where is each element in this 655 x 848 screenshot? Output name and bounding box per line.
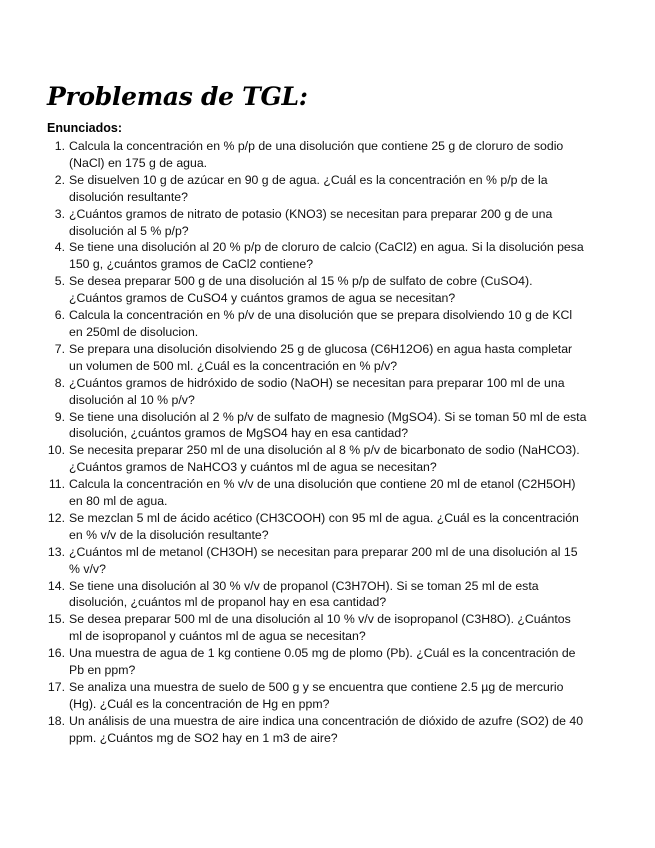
problem-text: Se disuelven 10 g de azúcar en 90 g de agua. ¿Cuál es la concentración en % p/p de la disolución resultante? [69, 172, 548, 204]
problem-list [47, 138, 587, 747]
problem-text: Una muestra de agua de 1 kg contiene 0.05 mg de plomo (Pb). ¿Cuál es la concentración de Pb en ppm? [69, 646, 576, 678]
problem-number: 14. [47, 578, 65, 593]
problem-item [47, 578, 587, 612]
problem-item [47, 273, 587, 307]
problem-text: ¿Cuántos gramos de nitrato de potasio (KNO3) se necesitan para preparar 200 g de una disolución al 5 % p/p? [69, 206, 553, 238]
problem-number: 8. [54, 375, 65, 390]
problem-number: 15. [47, 612, 65, 627]
problem-number: 11. [48, 477, 65, 492]
problem-text: Se tiene una disolución al 30 % v/v de propanol (C3H7OH). Si se toman 25 ml de esta disolución, ¿cuántos ml de propanol hay en esa cantidad? [69, 578, 539, 610]
problem-item [47, 510, 587, 544]
problem-number: 1. [54, 139, 65, 153]
problem-number: 10. [47, 443, 65, 458]
problem-text: Calcula la concentración en % p/v de una disolución que se prepara disolviendo 10 g de KCl en 250ml de disolucion. [69, 308, 573, 339]
problem-text: Se necesita preparar 250 ml de una disolución al 8 % p/v de bicarbonato de sodio (NaHCO3). ¿Cuántos gramos de NaHCO3 y cuántos ml de agua se necesitan? [69, 443, 580, 475]
problem-number: 9. [54, 409, 65, 424]
document-title: Problemas de TGL: [47, 82, 308, 111]
problem-number: 3. [54, 206, 65, 221]
problem-text: Se desea preparar 500 ml de una disolución al 10 % v/v de isopropanol (C3H8O). ¿Cuántos ml de isopropanol y cuántos ml de agua se necesitan? [69, 612, 571, 644]
problem-text: Se tiene una disolución al 2 % p/v de sulfato de magnesio (MgSO4). Si se toman 50 ml de esta disolución, ¿cuántos gramos de MgSO4 hay en esa cantidad? [69, 409, 587, 441]
problem-item [47, 544, 587, 578]
problem-item [47, 713, 587, 747]
problem-item [47, 375, 587, 409]
problem-text: Se mezclan 5 ml de ácido acético (CH3COOH) con 95 ml de agua. ¿Cuál es la concentración en % v/v de la disolución resultante? [69, 510, 579, 542]
problem-number: 12. [47, 510, 65, 525]
problem-item [47, 138, 587, 172]
problem-item [47, 341, 587, 375]
problem-item [47, 409, 587, 443]
problem-text: ¿Cuántos gramos de hidróxido de sodio (NaOH) se necesitan para preparar 100 ml de una disolución al 10 % p/v? [69, 375, 565, 407]
problem-item [47, 206, 587, 240]
problem-text: Se prepara una disolución disolviendo 25 g de glucosa (C6H12O6) en agua hasta completar un volumen de 500 ml. ¿Cuál es la concentración en % p/v? [69, 341, 573, 373]
problem-item [47, 476, 587, 510]
problem-text: Un análisis de una muestra de aire indica una concentración de dióxido de azufre (SO2) de 40 ppm. ¿Cuántos mg de SO2 hay en 1 m3 de aire? [69, 713, 584, 745]
problem-number: 4. [54, 240, 65, 255]
problem-number: 13. [47, 544, 65, 559]
problem-text: Se tiene una disolución al 20 % p/p de cloruro de calcio (CaCl2) en agua. Si la disolución pesa 150 g, ¿cuántos gramos de CaCl2 contiene? [69, 240, 584, 272]
problem-item [47, 442, 587, 476]
problem-item [47, 611, 587, 645]
problem-item [47, 645, 587, 679]
problem-item [47, 239, 587, 273]
problem-number: 5. [54, 274, 65, 289]
problem-text: ¿Cuántos ml de metanol (CH3OH) se necesitan para preparar 200 ml de una disolución al 15 % v/v? [69, 544, 578, 576]
problem-number: 6. [54, 308, 65, 323]
section-label: Enunciados: [47, 121, 123, 135]
problem-number: 17. [47, 680, 65, 694]
problem-text: Se desea preparar 500 g de una disolución al 15 % p/p de sulfato de cobre (CuSO4). ¿Cuántos gramos de CuSO4 y cuántos gramos de agua se necesitan? [69, 274, 533, 306]
problem-item [47, 307, 587, 341]
problem-text: Calcula la concentración en % p/p de una disolución que contiene 25 g de cloruro de sodio (NaCl) en 175 g de agua. [69, 139, 564, 170]
problem-number: 16. [47, 646, 65, 661]
problem-number: 18. [47, 713, 65, 728]
problem-number: 2. [54, 172, 65, 187]
problem-item [47, 679, 587, 713]
problem-text: Se analiza una muestra de suelo de 500 g y se encuentra que contiene 2.5 µg de mercurio (Hg). ¿Cuál es la concentración de Hg en ppm? [69, 680, 564, 711]
problem-number: 7. [54, 341, 65, 356]
problem-item [47, 172, 587, 206]
problem-text: Calcula la concentración en % v/v de una disolución que contiene 20 ml de etanol (C2H5OH) en 80 ml de agua. [69, 477, 576, 509]
